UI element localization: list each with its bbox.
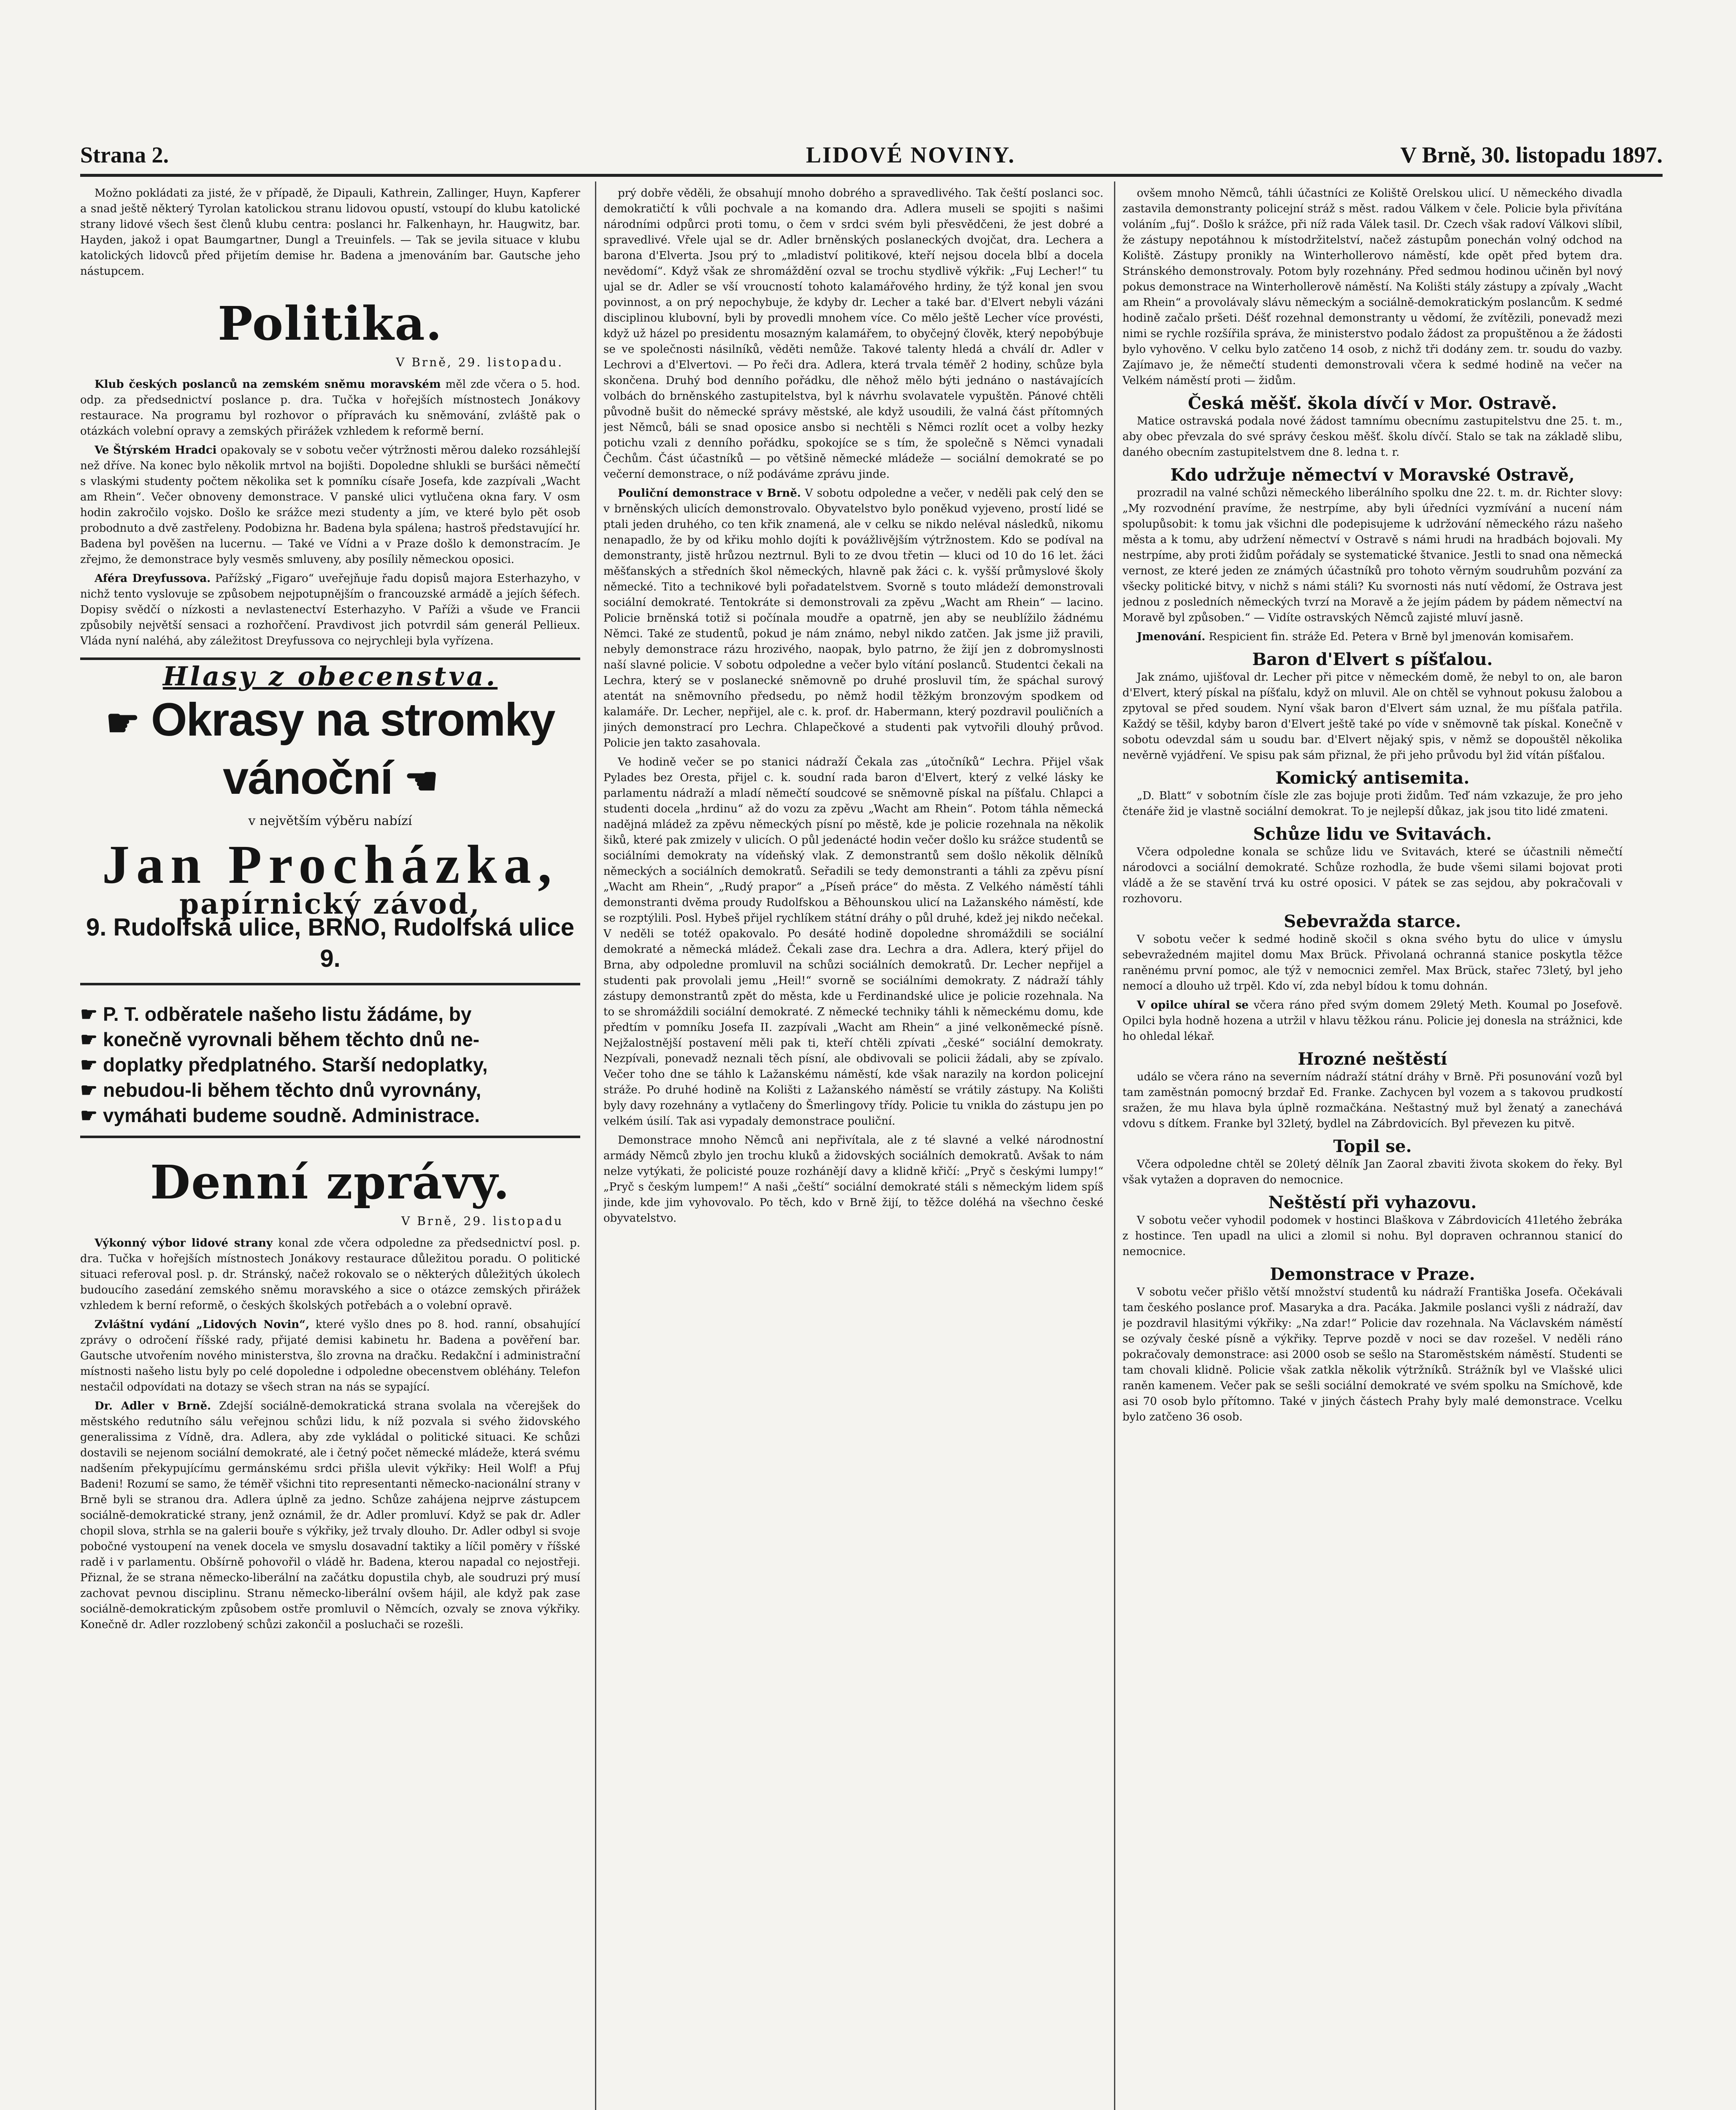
dateline-politika: V Brně, 29. listopadu. bbox=[396, 355, 563, 369]
pointing-hand-icon: ☛ bbox=[80, 1028, 98, 1050]
dateline-zpravy: V Brně, 29. listopadu bbox=[401, 1214, 563, 1228]
article-body: konal zde včera odpoledne za předsednictví posl. p. dra. Tučka v hořejších místnostech Jonákovy restaurace důležitou poradu. O politické situaci referoval posl. p. dr. Stránský, načež rokovalo se o některých důležitých úkolech budoucího zasedání zemského sněmu moravského a sice o otázce zemských přirážek vzhledem k berní reformě, o českých školských potřebách a o volební opravě. bbox=[80, 1236, 580, 1312]
article-heading: Komický antisemita. bbox=[1275, 768, 1470, 788]
pointing-hand-icon: ☛ bbox=[105, 702, 139, 744]
article-body: včera ráno před svým domem 29letý Meth. Koumal po Josefově. Opilci byla hodně hozena a utržil v hlavu těžkou ránu. Policie jej donesla na strážnici, kde ho ohledal lékař. bbox=[1122, 999, 1622, 1043]
pointing-hand-icon: ☛ bbox=[80, 1104, 98, 1126]
article-lead: Jmenování. bbox=[1137, 630, 1206, 643]
notice-line: ☛ P. T. odběratele našeho listu žádáme, by bbox=[80, 1003, 472, 1025]
notice-line: ☛ vymáhati budeme soudně. Administrace. bbox=[80, 1104, 480, 1126]
article-body: Ve hodině večer se po stanici nádraží Čekala zas „útočníků“ Lechra. Přijel však Pylades bez Oresta, přijel c. k. soudní rada baron d'Elvert, který z velké lásky ke parlamentu nádraží a mladí němečtí soudcové se sněmovně pískal na píšťalu. Chlapci a studenti docela „hrdinu“ až do vozu za zpěvu „Wacht am Rhein“. Potom táhla německá nadějná mládež za zpěvu německých písní po městě, kde je policie rozehnala na několik šiků, které pak zmizely v ulicích. O půl jedenácté hodin večer došlo ku srážce studentů se sociálními demokraty na vídeňský vlak. Z demonstrantů sem došlo několik dělníků německých a sociálních demokratů. Seřadili se tedy demonstranti a táhli za zpěvu písní „Wacht am Rhein“, „Rudý prapor“ a „Píseň práce“ do města. Z Velkého náměstí táhli demonstranti dvěma proudy Rudolfskou a Běhounskou ulicí na Lažanského náměstí, kde se rozptýlili. Posl. Hybeš přijel rychlíkem státní dráhy o půl druhé, kdež jej nikdo nečekal. V neděli se totéž opakovalo. Po desáté hodině dopoledne shromáždili se sociální demokraté a německá mládež. Čekali zase dra. Lechra a dra. Adlera, který přijel do Brna, aby odpoledne promluvil na schůzi sociálních demokratů. Dr. Lecher nepřijel a studenti pak provolali jemu „Heil!“ svorně se sociálními demokraty. Z nádraží táhly zástupy demonstrantů zpět do města, kde u Ferdinandské ulice je policie rozehnala. Na to se shromáždili sociální demokraté. Z německé techniky táhli k německému domu, kde předtím v pomníku Josefa II. zazpívali „Wacht am Rhein“ a jiné velkoněmecké písně. Nejžalostnější postavení měli pak ti, kteří chtěli zpívati „české“ sociální demokraty. Nezpívali, ponevadž neznali těch písní, ale obdivovali se policii žádali, aby se zpívalo. Večer toho dne se táhlo k Lažanskému náměstí, kde však narazily na kordon policejní stráže. Po druhé hodině na Kolišti z Lažanského náměstí se vrátily zástupy. Na Kolišti byly davy rozehnány a vytlačeny do Šmerlingovy třídy. Policie tu vnikla do zástupu jen po velkém úsilí. Tak asi vypadaly demonstrace pouliční. bbox=[603, 756, 1103, 1128]
pointing-hand-icon: ☛ bbox=[80, 1003, 98, 1025]
pointing-hand-icon: ☛ bbox=[80, 1053, 98, 1076]
masthead bbox=[80, 139, 1663, 173]
article-opilec bbox=[1122, 998, 1622, 1044]
article-heading: Hrozné neštěstí bbox=[1298, 1049, 1447, 1069]
page-number: Strana 2. bbox=[80, 142, 169, 168]
column-2 bbox=[603, 186, 1103, 2110]
article-heading: Topil se. bbox=[1333, 1136, 1412, 1156]
ad-banner-text: Okrasy na stromky vánoční bbox=[151, 694, 555, 804]
ad-subline: v největším výběru nabízí bbox=[248, 813, 412, 828]
article-lead: Výkonný výbor lidové strany bbox=[95, 1236, 273, 1250]
section-heading-politika: Politika. bbox=[217, 296, 443, 351]
article-demonstrace-brno bbox=[603, 486, 1103, 751]
article-body: Včera odpoledne konala se schůze lidu ve Svitavách, které se účastnili němečtí národovci a sociální demokraté. Schůze rozhodla, že bude všemi silami bojovat proti vládě a že se stavění trvá ku ostré oposici. V pátek se zas sejdou, aby pokračovali v rozhovoru. bbox=[1122, 846, 1622, 905]
article-body: Matice ostravská podala nové žádost tamnímu obecnímu zastupitelstvu dne 25. t. m., aby obec převzala do své správy českou měšť. školu dívčí. Stalo se tak na základě slibu, daného obecním zastupitelstvem dne 8. ledna t. r. bbox=[1122, 415, 1622, 459]
intro-paragraph: Možno pokládati za jisté, že v případě, že Dipauli, Kathrein, Zallinger, Huyn, Kapferer a snad ještě některý Tyrolan katolickou stranu lidovou opustí, vstoupí do klubu katolické strany lidové všech šest členů klubu centra: poslanci hr. Falkenhayn, hr. Haugwitz, bar. Hayden, jakož i opat Baumgartner, Dungl a Treuinfels. — Tak se jevila situace v klubu katolických lidovců před přijetím demise hr. Badena a jmenováním bar. Gautsche jeho nástupcem. bbox=[80, 187, 580, 278]
article-lead: Dr. Adler v Brně. bbox=[95, 1399, 211, 1412]
article-lead: Pouliční demonstrace v Brně. bbox=[618, 487, 801, 500]
article-lead: Klub českých poslanců na zemském sněmu moravském bbox=[95, 378, 441, 391]
article-heading: Schůze lidu ve Svitavách. bbox=[1253, 824, 1492, 844]
column-3 bbox=[1122, 186, 1622, 2110]
ad-address: 9. Rudolfská ulice, BRNO, Rudolfská ulice 9. bbox=[86, 913, 575, 972]
article-body: měl zde včera o 5. hod. odp. za předsednictví poslance p. dra. Tučka v hořejších místnostech Jonákovy restaurace. Na programu byl rozhovor o přípravách ku sněmování, zvláště pak o otázkách volební opravy a zemských přirážek vzhledem k reformě berní. bbox=[80, 378, 580, 438]
ad-banner bbox=[80, 693, 580, 809]
article-body: Zdejší sociálně-demokratická strana svolala na včerejšek do městského redutního sálu veřejnou schůzi lidu, k níž pozvala si svého židovského generalissima z Vídně, dra. Adlera, aby zde vykládal o politické situaci. Ke schůzi dostavili se nejenom sociální demokraté, ale i četný počet německé mládeže, která svému nadšením překypujícímu germánskému srdci přišla ulevit výkřiky: Heil Wolf! a Pfuj Badeni! Rozumí se samo, že téměř všichni tito representanti německo-nacionální strany v Brně byli se stranou dra. Adlera úplně za jedno. Schůze zahájena nejprve zástupcem sociálně-demokratické strany, jenž oznámil, že dr. Adler promluví. Když se pak dr. Adler chopil slova, strhla se na galerii bouře s výkřiky, jež trvaly dlouho. Dr. Adler odbyl si svoje pobočné vystoupení na venek docela ve smyslu dosavadní taktiky a líčil poměry v říšské radě i v parlamentu. Obšírně pohovořil o vládě hr. Badena, kterou napadal co nejostřeji. Přiznal, že se strana německo-liberální na začátku dopustila chyb, ale soudruzi prý musí zachovat pevnou disciplinu. Stranu německo-liberální ovšem hájil, ale když pak zase sociálně-demokratickým způsobem ostře promluvil o Němcích, ozvaly se znova výkřiky. Konečně dr. Adler rozzlobený schůzi zakončil a posluchači se rozešli. bbox=[80, 1399, 580, 1631]
issue-date: V Brně, 30. listopadu 1897. bbox=[1400, 142, 1663, 168]
article-heading: Sebevražda starce. bbox=[1284, 912, 1461, 931]
article-body: Včera odpoledne chtěl se 20letý dělník Jan Zaoral zbaviti života skokem do řeky. Byl však vytažen a dopraven do nemocnice. bbox=[1122, 1158, 1622, 1186]
article-continuation: ovšem mnoho Němců, táhli účastníci ze Koliště Orelskou ulicí. U německého divadla zastavila demonstranty policejní stráž s měst. radou Válkem v čele. Policie byla přivítána voláním „fuj“. Došlo k srážce, při níž rada Válek tasil. Dr. Czech však radoví Válkovi slíbil, že zástupy nepotáhnou k místodržitelství, načež zástupům ponechán volný odchod na Koliště. Zástupy pronikly na Winterhollerovo náměstí, kde opět před bytem dra. Stránského demonstrovaly. Potom byly rozehnány. Před sedmou hodinou učiněn byl nový pokus demonstrace na Winterhollerově náměstí. Na Kolišti stály zástupy a zpívaly „Wacht am Rhein“ a provolávaly slávu německým a sociálně-demokratickým poslancům. K sedmé hodině začalo pršeti. Déšť rozehnal demonstranty u vědomí, že zvítězili, ponevadž mezi nimi se rychle rozšířila správa, že ministerstvo podalo žádost za propuštěnou a že žádosti bylo vyhověno. V celku bylo zatčeno 14 osob, z nichž tři dodány zem. tr. soudu do vazby. Zajímavo je, že němečtí studenti demonstrovali včera k sedmé hodině na večer na Velkém náměstí proti — židům. bbox=[1122, 187, 1622, 387]
article-body: které vyšlo dnes po 8. hod. ranní, obsahující zprávy o odročení říšské rady, přijaté demisi kabinetu hr. Badena a pověření bar. Gautsche utvořením nového ministerstva, šlo zrovna na dračku. Redakční i administrační místnosti našeho listu byly po celé dopoledne i odpoledne obecenstvem obléhány. Telefon nestačil odpovídati na dotazy se všech stran na nás se sypající. bbox=[80, 1318, 580, 1393]
header-rule bbox=[80, 174, 1663, 177]
article-body: V sobotu večer přišlo větší množství studentů ku nádraží Františka Josefa. Očekávali tam českého poslance prof. Masaryka a dra. Pacáka. Jakmile poslanci vyšli z nádraží, dav je pozdravil hlasitými výkřiky: „Na zdar!“ Policie dav rozehnala. Na Václavském náměstí se ozývaly české písně a výkřiky. Teprve pozdě v noci se dav rozešel. V neděli ráno pokračovaly demonstrace: asi 2000 osob se sešlo na Staroměstském náměstí. Studenti se tam chovali klidně. Policie však zatkla několik výtržníků. Strážník byl ve Vlašské ulici raněn kamenem. Večer pak se sešli sociální demokraté ve svém spolku na Smíchově, kde asi 70 osob bylo přítomno. Také v jiných částech Prahy byly malé demonstrace. Vcelku bylo zatčeno 36 osob. bbox=[1122, 1286, 1622, 1423]
ad-firm-type: papírnický závod, bbox=[179, 887, 481, 920]
article-graz bbox=[80, 443, 580, 568]
column-divider-2 bbox=[1114, 181, 1115, 2110]
article-body: V sobotu odpoledne a večer, v neděli pak celý den se v brněnských ulicích demonstrovalo. Obyvatelstvo bylo poněkud vyjeveno, prostí lidé se ptali jeden druhého, co ten křik znamená, ale v celku se nikdo neléval následků, nikomu nenapadlo, že by od křiku mohlo dojíti k povážlivějším výtržnostem. Kdo se podíval na demonstranty, jistě hrůzou neztrnul. Byli to ze dvou třetin — kluci od 10 do 16 let. žáci měšťanských a středních škol německých, hlavně pak žáci c. k. vyšší průmyslové školy německé. Tito a technikové byli pořadatelstvem. Svorně s touto mládeží demonstrovali sociální demokraté. Tentokráte si demonstrovali za zpěvu „Wacht am Rhein“ — lacino. Policie brněnská totiž si počínala moudře a opatrně, jen aby se neublížilo žádnému Němci. Také ze studentů, pokud je nám známo, nebyl nikdo zatčen. Jak jsme již pravili, nebyly demonstrace rázu hrozivého, naopak, bylo patrno, že žijí jen z dobromyslnosti naší slavné policie. V sobotu odpoledne a večer bylo vítání poslanců. Studentci čekali na Lechra, který se v poslanecké sněmovně po druhé prosluvil tím, že spáchal surový atentát na sněmovního předsedu, po němž hodil těžkým bronzovým spodkem od kalamáře. Dr. Lecher, nepřijel, ale c. k. prof. dr. Habermann, který pozdravil pouličních a jiných demonstrací pro Lechra. Chlapečkové a studenti pak vytvořili dlouhý průvod. Policie jen takto zasahovala. bbox=[603, 487, 1103, 749]
article-lead: Ve Štýrském Hradci bbox=[95, 444, 217, 457]
notice-line: ☛ konečně vyrovnali během těchto dnů ne- bbox=[80, 1028, 480, 1050]
article-vybor bbox=[80, 1236, 580, 1314]
article-klub bbox=[80, 377, 580, 439]
article-body: V sobotu večer k sedmé hodině skočil s okna svého bytu do ulice v úmyslu sebevražedném majitel domu Max Brück. Přivolaná ochranná stanice poskytla těžce raněnému první pomoc, ale týž v nemocnici zemřel. Max Brück, stařec 73letý, byl jeho nemocí a dlouho už trpěl. Kdo ví, zda nebyl bídou k tomu dohnán. bbox=[1122, 933, 1622, 993]
notice-line: ☛ doplatky předplatného. Starší nedoplatky, bbox=[80, 1053, 488, 1076]
notice-line: ☛ nebudou-li během těchto dnů vyrovnány, bbox=[80, 1079, 481, 1101]
article-heading: Česká měšť. škola dívčí v Mor. Ostravě. bbox=[1188, 393, 1557, 413]
article-body: V sobotu večer vyhodil podomek v hostinci Blaškova v Zábrdovicích 41letého žebráka z hostince. Ten upadl na ulici a zlomil si nohu. Byl dopraven ochrannou stanicí do nemocnice. bbox=[1122, 1214, 1622, 1258]
newspaper-title: LIDOVÉ NOVINY. bbox=[806, 142, 1016, 168]
article-body: opakovaly se v sobotu večer výtržnosti měrou daleko rozsáhlejší než dříve. Na konec bylo několik mrtvol na bojišti. Dopoledne shlukli se buršáci němečtí s vlaskými studenty počtem několika set k pomníku císaře Josefa, kde zazpívali „Wacht am Rhein“. Večer obnoveny demonstrace. V panské ulici vytlučena okna fary. V osm hodin zakročilo vojsko. Došlo ke srážce mezi studenty a jím, ve které bylo pět osob probodnuto a dvě zastřeleny. Podobizna hr. Badena byla spálena; hastroš představující hr. Badena byl pověšen na lucernu. — Také ve Vídni a v Praze došlo k demonstracím. Je zřejmo, že demonstrace byly vesměs smluveny, aby posílily německou oposici. bbox=[80, 444, 580, 566]
article-heading: Neštěstí při vyhazovu. bbox=[1268, 1193, 1477, 1212]
article-body: Demonstrace mnoho Němců ani nepřivítala, ale z té slavné a velké národnostní armády Němců zbylo jen trochu kluků a židovských sociálních demokratů. Avšak to nám nelze vytýkati, že policisté pouze rozhánějí davy a klidně křičí: „Pryč s českými lumpy!“ „Pryč s českým lumpem!“ A naši „čeští“ sociální demokraté stáli s německým lidem spíš jinde, kde jim vyhovovalo. Po těch, kdo v Brně žijí, to těžce doléhá na všechno české obyvatelstvo. bbox=[603, 1134, 1103, 1225]
article-body: Pařížský „Figaro“ uveřejňuje řadu dopisů majora Esterhazyho, v nichž tento vyslovuje se způsobem nejpotupnějším o francouzské armádě a jejích šéfech. Dopisy svědčí o nízkosti a nevlastenectví Esterhazyho. V Paříži a všude ve Francii způsobily největší sensaci a rozhořčení. Pravdivost jich potvrdil sám generál Pellieux. Vláda nyní naléhá, aby záležitost Dreyfussova co nejrychleji byla vyřízena. bbox=[80, 572, 580, 647]
pointing-hand-icon: ☛ bbox=[80, 1079, 98, 1101]
article-lead: Aféra Dreyfussova. bbox=[95, 572, 211, 585]
article-heading: Kdo udržuje němectví v Moravské Ostravě, bbox=[1170, 465, 1575, 485]
subscription-notice bbox=[80, 994, 580, 1138]
ad-firm-name: Jan Procházka, bbox=[102, 834, 559, 895]
article-lead: Zvláštní vydání „Lidových Novin“, bbox=[95, 1318, 310, 1331]
article-dreyfus bbox=[80, 571, 580, 649]
column-divider-1 bbox=[595, 181, 596, 2110]
article-adler bbox=[80, 1399, 580, 1633]
article-body: Respicient fin. stráže Ed. Petera v Brně byl jmenován komisařem. bbox=[1209, 630, 1574, 643]
article-body: Jak známo, ujišťoval dr. Lecher při pitce v německém domě, že nebyl to on, ale baron d'Elvert, který pískal na píšťalu, když on mluvil. Ale on chtěl se vyhnout pokusu žalobou a zpytoval se před soudem. Nyní však baron d'Elvert sám uznal, že mu píšťala patřila. Každý se těšil, kdyby baron d'Elvert ještě také po víde v sněmovně tak pískal. Konečně v sobotu odevzdal sám u soudu bar. d'Elvert nějaký spis, v němž se dopouštěl několika nevěrně vyjádření. Ve spisu pak sám přiznal, že při jeho průvodu byl žid vítán píšťalou. bbox=[1122, 671, 1622, 762]
article-heading: Baron d'Elvert s píšťalou. bbox=[1252, 649, 1493, 669]
article-zvlastni-vydani bbox=[80, 1317, 580, 1395]
pointing-hand-icon: ☚ bbox=[404, 760, 438, 803]
article-body: „D. Blatt“ v sobotním čísle zle zas bojuje proti židům. Teď nám vzkazuje, že pro jeho čtenáře žid je vlastně sociální demokrat. To je nejlepší důkaz, jak jsou tito lidé zmateni. bbox=[1122, 790, 1622, 818]
ad-kicker: Hlasy z obecenstva. bbox=[162, 661, 498, 692]
section-heading-zpravy: Denní zprávy. bbox=[150, 1155, 511, 1209]
article-body: událo se včera ráno na severním nádraží státní dráhy v Brně. Při posunování vozů byl tam zaměstnán pomocný brzdař Ed. Franke. Zachycen byl vozem a s takovou prudkostí sražen, že mu hlava byla úplně rozmačkána. Neštastný muž byl ženatý a zanechává vdovu s dítkem. Franke byl 32letý, bydlel na Zábrdovicích. Byl převezen ku pitvě. bbox=[1122, 1071, 1622, 1130]
article-lead: V opilce uhíral se bbox=[1137, 999, 1249, 1012]
article-jmenovani bbox=[1122, 629, 1622, 645]
column-1 bbox=[80, 186, 580, 2110]
article-heading: Demonstrace v Praze. bbox=[1270, 1264, 1475, 1284]
article-body: prozradil na valné schůzi německého liberálního spolku dne 22. t. m. dr. Richter slovy: „My rozvodnéní pravíme, že nestrpíme, aby byli úředníci vyzmívání a nucení nám spolupůsobit: k tomu jak všichni dle podepisujeme k udržování německého rázu našeho města a k tomu, aby udržení němectví v Ostravě s námi hrudi na hradbách bojovali. My nestrpíme, aby proti židům pořádaly se systematické štvanice. Jestli to snad ona německá vernost, ze které jeden ze známých účastníků pro tohoto věrným soudruhům pozvání za všecky politické bitvy, v nichž s námi stáli? Ku svornosti nás nutí vědomí, že Ostrava jest jednou z posledních německých tvrzí na Moravě a že jejím pádem by pádem němectví na Moravě byl způsoben.“ — Vidíte ostravských Němců zajisté mluví jasně. bbox=[1122, 487, 1622, 624]
article-continuation: prý dobře věděli, že obsahují mnoho dobrého a spravedlivého. Tak čeští poslanci soc. demokratičtí k vůli pochvale a na komando dra. Adlera museli se spojiti s našimi národními odpůrci proti tomu, o čem v srdci svém byli přesvědčeni, že jest dobré a spravedlivé. Vřele ujal se dr. Adler brněnských poslaneckých dvojčat, dra. Lechera a barona d'Elverta. Jsou prý to „mladiství politikové, kteří nejsou docela blbí a docela nevědomí“. Když však ze shromáždění ozval se trochu stydlivě výkřik: „Fuj Lecher!“ tu ujal se dr. Adler se vší vroucností tohoto kalamářového hrdiny, že týž konal jen svou povinnost, a on prý nepochybuje, že kdyby dr. Lecher a také bar. d'Elvert nebyli vázáni disciplinou klubovní, byli by provedli mnohem více. Co mělo ještě Lecher více provésti, když už házel po presidentu mosazným kalamářem, to obyčejný člověk, který nepobýbuje se ve společnosti násilníků, věděti nemůže. Takové talenty hledá a chválí dr. Adler v Lechrovi a d'Elvertovi. — Po řeči dra. Adlera, která trvala téměř 2 hodiny, schůze byla skončena. Druhý bod denního pořádku, dle něhož mělo býti jednáno o nastávajících volbách do brněnského zastupitelstva, byl k návrhu svolavatele vypuštěn. Pánové chtěli původně bušit do německé správy městské, ale když usoudili, že valná část přítomných jest Němců, báli se snad oposice ansbo si nechtěli s Němci rozlít ocet a volby hezky potichu vzali z denního pořádku, spokojíce se s tím, že společně s Němci vynadali Čechům. Část účastníků — po většině německé mládeže — sociální demokraté se po večerní demonstrace, o níž podáváme zprávu jinde. bbox=[603, 187, 1103, 481]
advertisement bbox=[80, 657, 580, 985]
